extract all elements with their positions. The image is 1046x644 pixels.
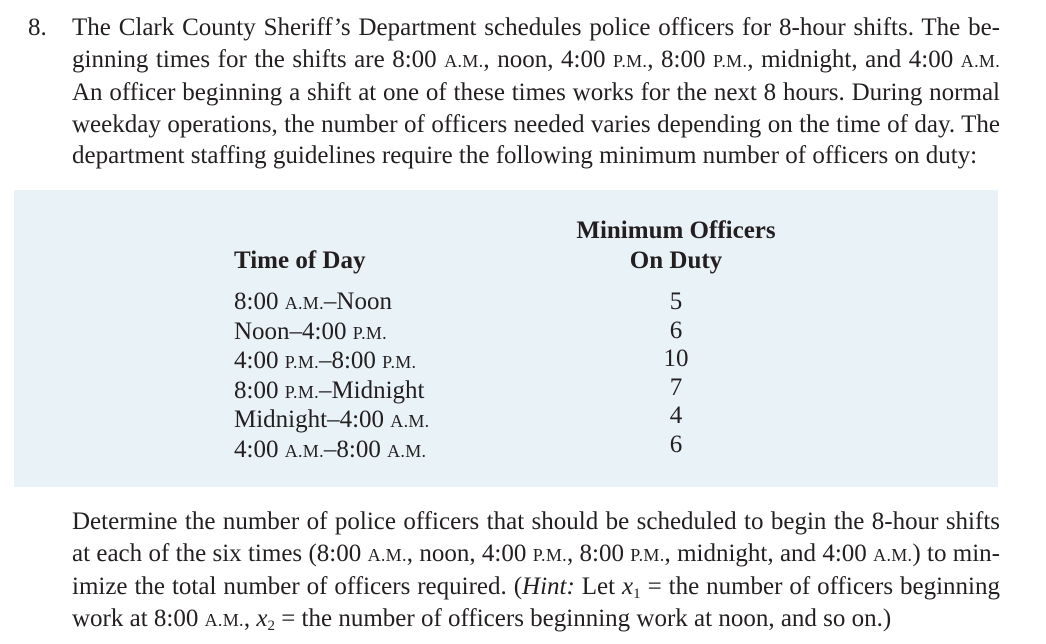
small-caps-text: P.M. <box>630 544 665 565</box>
minimum-officers-column <box>554 216 798 460</box>
time-of-day-cell: 4:00 P.M.–8:00 P.M. <box>234 347 417 375</box>
time-of-day-cell: 8:00 P.M.–Midnight <box>234 376 425 404</box>
text-line: Determine the number of police officers that should be scheduled to begin the 8-hour shifts <box>72 508 1000 535</box>
time-of-day-cell: Midnight–4:00 A.M. <box>234 406 430 434</box>
minimum-officers-cell: 6 <box>669 316 683 344</box>
text-line: The Clark County Sheriff’s Department schedules police officers for 8-hour shifts. The be- <box>72 14 1000 41</box>
small-caps-text: A.M. <box>873 544 913 565</box>
small-caps-text: P.M. <box>284 381 319 402</box>
small-caps-text: A.M. <box>284 293 324 313</box>
problem-intro <box>72 12 1000 172</box>
small-caps-text: A.M. <box>204 609 244 630</box>
math-variable: $x_1$ <box>622 573 641 602</box>
text-line: An officer beginning a shift at one of these times works for the next 8 hours. During normal <box>72 79 1000 106</box>
problem-question <box>72 506 1000 636</box>
math-variable: $x_2$ <box>256 604 275 634</box>
minimum-officers-cell: 4 <box>669 402 683 430</box>
small-caps-text: P.M. <box>532 544 567 565</box>
small-caps-text: A.M. <box>444 50 484 71</box>
text-line: imize the total number of officers required. (Hint: Let $x_1$ = the number of officers beginning <box>72 573 1000 602</box>
time-of-day-rows <box>234 288 429 466</box>
text-line: ginning times for the shifts are 8:00 A.M., noon, 4:00 P.M., 8:00 P.M., midnight, and 4:00 A.M. <box>72 45 1001 73</box>
small-caps-text: P.M. <box>284 352 319 373</box>
minimum-officers-header-line2: On Duty <box>629 247 723 274</box>
time-of-day-cell: 8:00 A.M.–Noon <box>234 288 392 315</box>
text-line: work at 8:00 A.M., $x_2$ = the number of officers beginning work at noon, and so on.) <box>72 604 892 634</box>
text-line: department staffing guidelines require the following minimum number of officers on duty: <box>72 142 978 169</box>
time-of-day-cell: Noon–4:00 P.M. <box>234 317 387 345</box>
time-of-day-column <box>234 246 429 466</box>
small-caps-text: P.M. <box>382 352 417 373</box>
small-caps-text: A.M. <box>387 440 427 461</box>
time-of-day-cell: 4:00 A.M.–8:00 A.M. <box>234 435 427 463</box>
minimum-officers-cell: 10 <box>663 345 689 373</box>
minimum-officers-cell: 5 <box>669 288 683 315</box>
small-caps-text: A.M. <box>960 50 1001 71</box>
small-caps-text: P.M. <box>713 50 748 71</box>
small-caps-text: A.M. <box>284 440 324 461</box>
small-caps-text: A.M. <box>390 411 430 432</box>
small-caps-text: A.M. <box>367 544 407 565</box>
small-caps-text: P.M. <box>352 322 387 343</box>
time-of-day-header: Time of Day <box>234 247 366 274</box>
minimum-officers-cell: 6 <box>669 430 683 458</box>
minimum-officers-header-line1: Minimum Officers <box>576 217 776 244</box>
small-caps-text: P.M. <box>613 50 648 71</box>
problem-number: 8. <box>28 14 47 41</box>
minimum-officers-rows <box>554 288 798 460</box>
staffing-table <box>14 190 998 487</box>
italic-text: Hint: <box>522 573 575 600</box>
text-line: at each of the six times (8:00 A.M., noon, 4:00 P.M., 8:00 P.M., midnight, and 4:00 A.M.) to min- <box>72 539 1000 567</box>
text-line: weekday operations, the number of officers needed varies depending on the time of day. The <box>72 110 1000 138</box>
minimum-officers-cell: 7 <box>669 373 683 401</box>
